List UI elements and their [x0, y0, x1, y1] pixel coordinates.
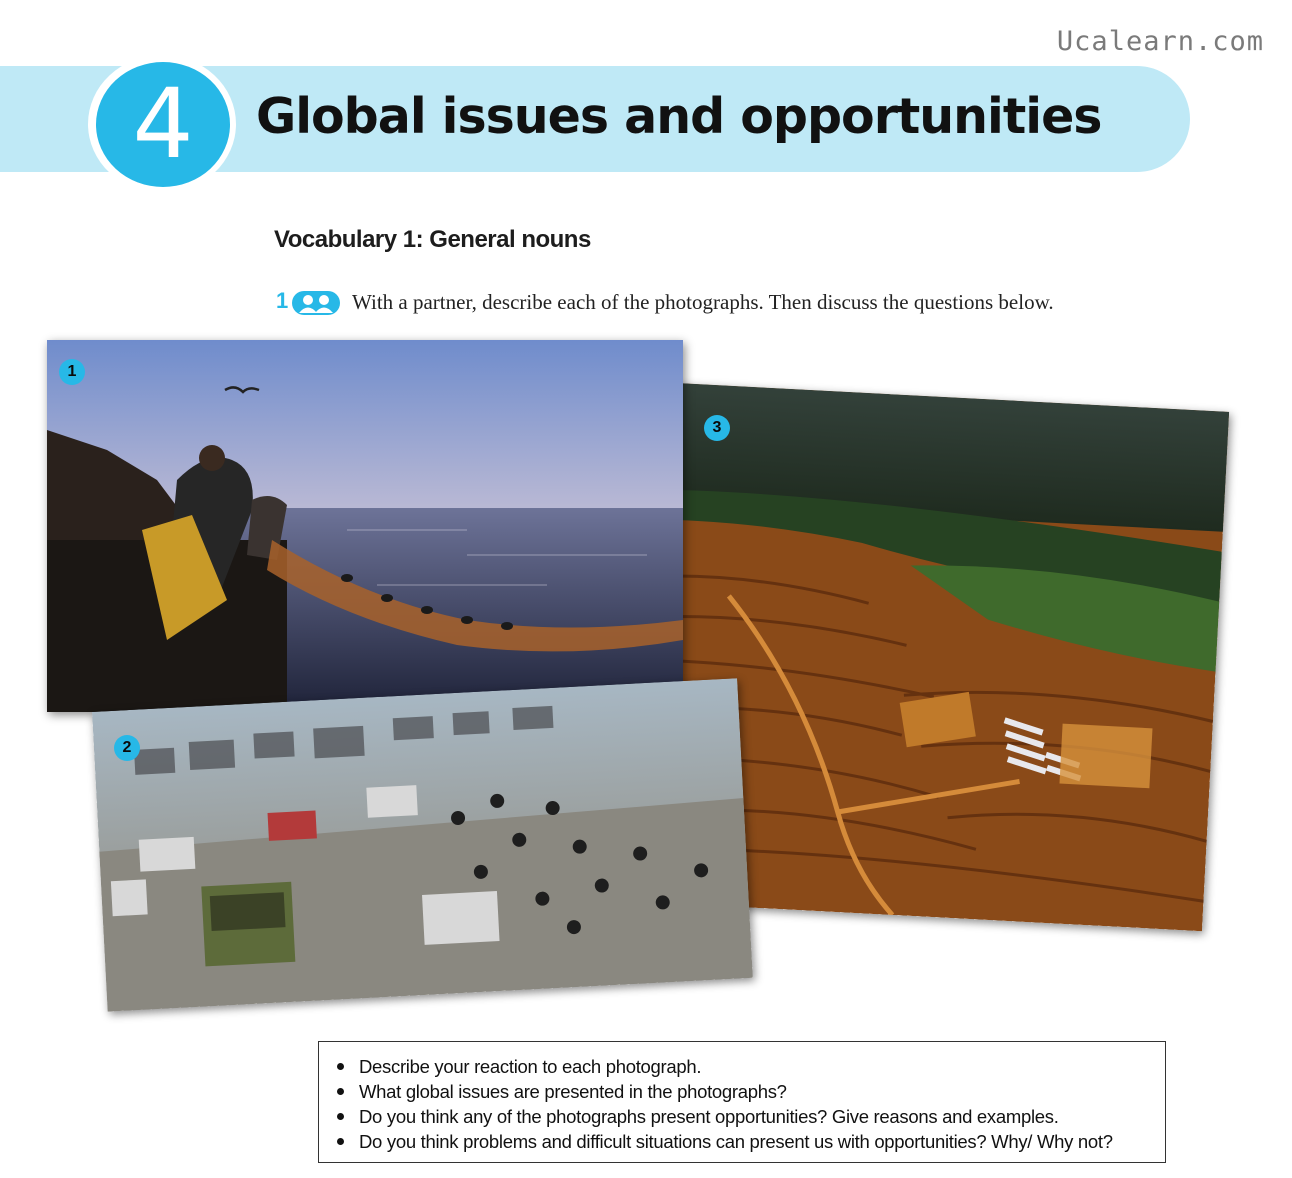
task-instruction: With a partner, describe each of the photographs. Then discuss the questions below. — [352, 290, 1054, 314]
photo-label-3: 3 — [704, 415, 730, 441]
traffic-image — [92, 678, 753, 1011]
question-item: Do you think any of the photographs present opportunities? Give reasons and examples. — [333, 1104, 1151, 1129]
unit-number: 4 — [96, 62, 230, 187]
photo-traffic — [92, 678, 753, 1011]
photo-fishing — [47, 340, 683, 712]
watermark: Ucalearn.com — [1056, 26, 1264, 57]
task-number: 1 — [276, 288, 289, 313]
question-item: Do you think problems and difficult situations can present us with opportunities? Why/ Why not? — [333, 1129, 1151, 1154]
photo-label-1: 1 — [59, 359, 85, 385]
unit-title: Global issues and opportunities — [256, 88, 1102, 145]
pair-work-icon — [291, 290, 341, 316]
discussion-questions — [333, 1054, 1151, 1154]
discussion-questions-box — [318, 1041, 1166, 1163]
fishing-image — [47, 340, 683, 712]
question-item: What global issues are presented in the photographs? — [333, 1079, 1151, 1104]
section-heading: Vocabulary 1: General nouns — [274, 226, 591, 253]
question-item: Describe your reaction to each photograph. — [333, 1054, 1151, 1079]
photo-label-2: 2 — [114, 735, 140, 761]
